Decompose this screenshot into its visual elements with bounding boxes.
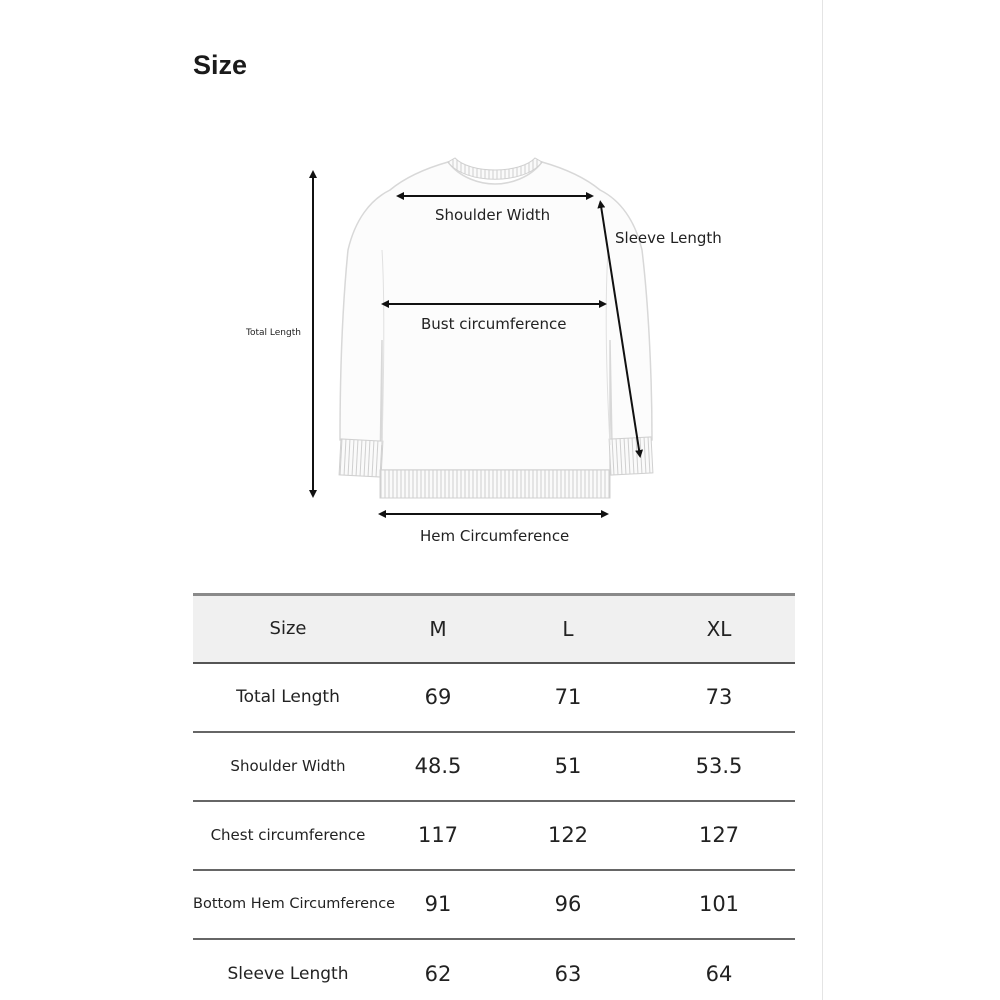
total-length-label: Total Length (246, 328, 301, 338)
cell-value: 51 (554, 754, 582, 778)
sleeve-length-label: Sleeve Length (615, 229, 722, 247)
table-row (193, 939, 795, 1000)
table-header-row (193, 595, 795, 663)
row-label-total-length: Total Length (236, 687, 340, 707)
header-size-l: L (562, 616, 574, 641)
row-label-bottom-hem-circumference: Bottom Hem Circumference (193, 896, 396, 912)
cell-value: 71 (554, 685, 582, 709)
table-row (193, 732, 795, 801)
hem-circumference-label: Hem Circumference (420, 527, 570, 545)
bust-circumference-label: Bust circumference (421, 315, 567, 333)
table-row (193, 870, 795, 939)
cell-value: 91 (424, 892, 452, 916)
cell-value: 63 (554, 961, 582, 986)
row-label-chest-circumference: Chest circumference (210, 826, 366, 844)
right-divider (822, 0, 823, 1000)
cell-value: 96 (554, 892, 582, 916)
header-size-xl: XL (706, 616, 732, 641)
row-label-sleeve-length: Sleeve Length (227, 963, 349, 984)
sweater-size-diagram (180, 140, 800, 560)
cell-value: 127 (698, 823, 740, 847)
cell-value: 69 (424, 685, 452, 709)
cell-value: 53.5 (695, 754, 743, 778)
row-label-shoulder-width: Shoulder Width (230, 757, 346, 775)
cell-value: 62 (424, 961, 452, 986)
page-title: Size (193, 50, 248, 80)
header-size-m: M (429, 616, 447, 641)
cell-value: 64 (705, 961, 733, 986)
cell-value: 122 (547, 823, 589, 847)
table-row (193, 801, 795, 870)
shoulder-width-label: Shoulder Width (435, 206, 551, 224)
size-chart-table (193, 593, 795, 1000)
sweater-illustration (180, 140, 800, 560)
table-row (193, 663, 795, 732)
cell-value: 117 (417, 823, 459, 847)
cell-value: 48.5 (414, 754, 462, 778)
cell-value: 101 (698, 892, 740, 916)
header-size-label: Size (269, 618, 307, 640)
cell-value: 73 (705, 685, 733, 709)
